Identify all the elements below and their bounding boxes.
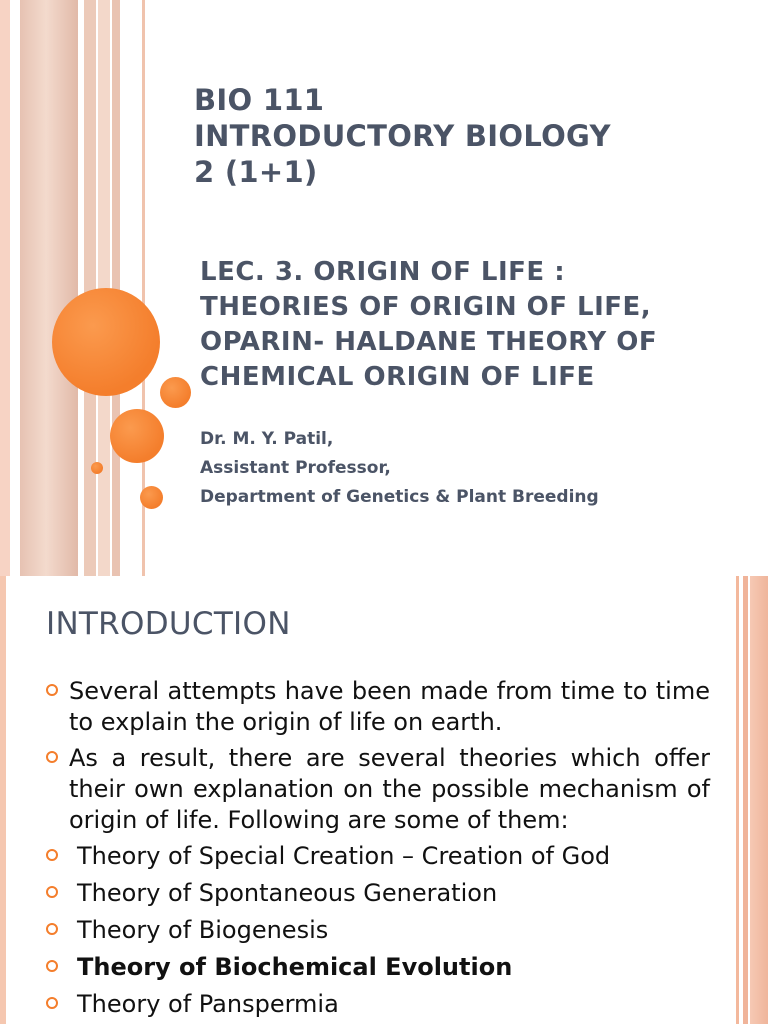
list-item [46,676,710,738]
list-item [46,878,710,909]
bullet-circle-icon [46,886,58,898]
lecture-title-line: CHEMICAL ORIGIN OF LIFE [200,362,595,392]
bullet-text: Theory of Biogenesis [77,916,329,944]
bullet-circle-icon [46,751,58,763]
bullet-text: As a result, there are several theories which offer their own explanation on the possible mechanism of origin of life. Following are some of them: [69,744,710,834]
lecture-title-line: THEORIES OF ORIGIN OF LIFE, [200,292,652,322]
decor-stripe [84,0,96,576]
list-item [46,841,710,872]
slide-heading: INTRODUCTION [46,606,291,642]
course-title-line: BIO 111 [194,83,325,117]
bullet-text: Theory of Panspermia [77,990,339,1018]
bullet-circle-icon [46,960,58,972]
bullet-circle-icon [46,849,58,861]
course-title-line: INTRODUCTORY BIOLOGY [194,119,611,153]
decor-stripe [0,576,6,1024]
decor-circle-tiny [91,462,103,474]
bullet-text: Several attempts have been made from time to time to explain the origin of life on earth. [69,677,710,736]
bullet-list [46,676,710,1024]
decor-stripe [20,0,78,576]
author-block [200,425,599,512]
decor-circle-large [52,288,160,396]
course-title [194,82,611,190]
bullet-text: Theory of Special Creation – Creation of God [77,842,611,870]
bullet-circle-icon [46,684,58,696]
decor-circle-small [160,377,191,408]
lecture-title-line: OPARIN- HALDANE THEORY OF [200,327,658,357]
decor-stripe [750,576,768,1024]
decor-circle-medium [110,409,164,463]
author-name: Dr. M. Y. Patil, [200,429,334,449]
lecture-title [200,255,657,395]
decor-stripe [0,0,10,576]
introduction-slide [0,576,768,1024]
bullet-circle-icon [46,997,58,1009]
bullet-text: Theory of Biochemical Evolution [77,953,513,981]
list-item [46,915,710,946]
author-department: Department of Genetics & Plant Breeding [200,487,599,507]
bullet-text: Theory of Spontaneous Generation [77,879,498,907]
list-item [46,989,710,1020]
decor-stripe [736,576,739,1024]
list-item-highlighted [46,952,710,983]
list-item [46,743,710,836]
course-title-line: 2 (1+1) [194,155,318,189]
decor-stripe [743,576,748,1024]
decor-circle-small [140,486,163,509]
lecture-title-line: LEC. 3. ORIGIN OF LIFE : [200,257,566,287]
bullet-circle-icon [46,923,58,935]
author-position: Assistant Professor, [200,458,391,478]
